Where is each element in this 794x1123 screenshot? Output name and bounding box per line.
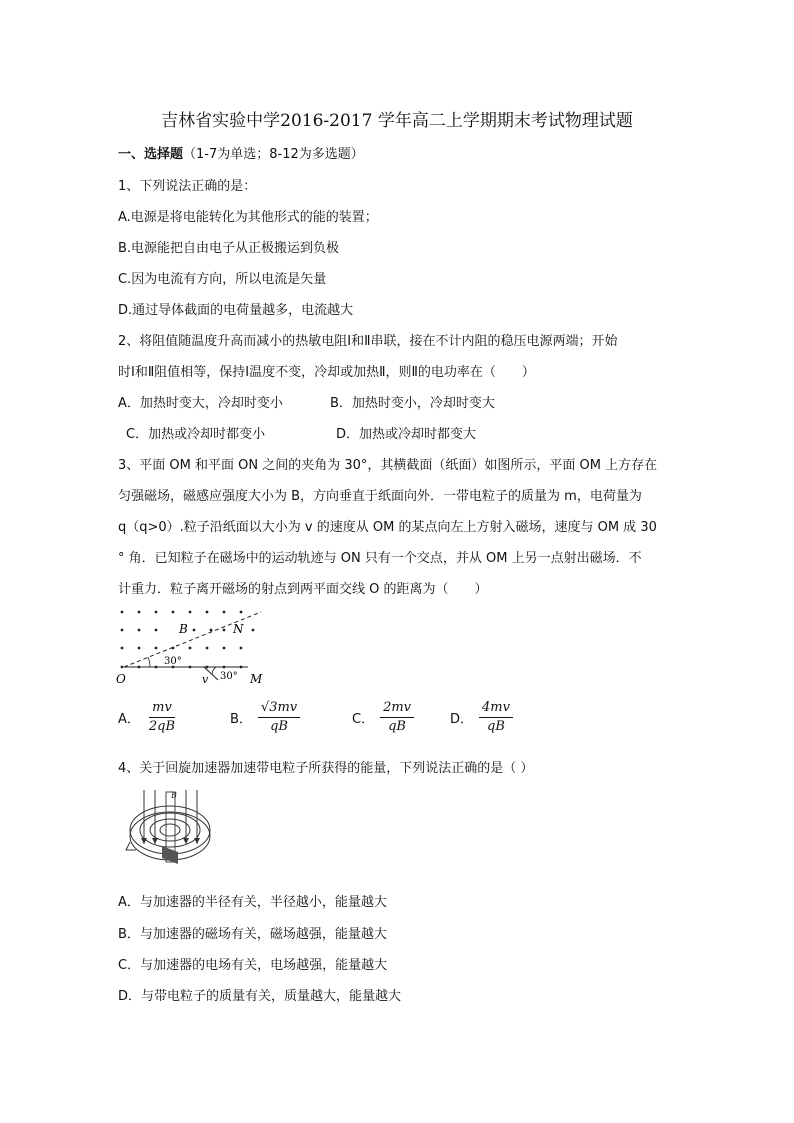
q2-option-a: A．加热时变大，冷却时变小: [118, 396, 283, 411]
q3-option-d-denominator: qB: [487, 719, 505, 734]
q2-stem-line2: 时Ⅰ和Ⅱ阻值相等，保持Ⅰ温度不变，冷却或加热Ⅱ，则Ⅱ的电功率在（ ）: [118, 365, 535, 380]
q4-option-c: C．与加速器的电场有关，电场越强，能量越大: [118, 958, 388, 973]
q1-option-d: D.通过导体截面的电荷量越多，电流越大: [118, 303, 354, 318]
q3-option-b-letter: B．: [230, 712, 252, 727]
q4-option-b: B．与加速器的磁场有关，磁场越强，能量越大: [118, 927, 387, 942]
section-note: （1-7为单选；8-12为多选题）: [183, 147, 364, 162]
label-b-field: B: [171, 791, 177, 800]
q3-stem-line4: ° 角．已知粒子在磁场中的运动轨迹与 ON 只有一个交点，并从 OM 上另一点射出磁场．不: [118, 551, 642, 566]
angle-arc-v: [212, 667, 216, 674]
q1-option-c: C.因为电流有方向，所以电流是矢量: [118, 272, 327, 287]
q3-option-b-fraction: [258, 700, 300, 735]
label-n: N: [233, 622, 244, 636]
q3-option-c: [352, 700, 414, 735]
field-arrow-1: [141, 838, 147, 844]
angle-label-v: 30°: [220, 671, 238, 682]
q3-stem-line1: 3、平面 OM 和平面 ON 之间的夹角为 30°，其横截面（纸面）如图所示，平面 OM 上方存在: [118, 458, 658, 473]
q4-stem: 4、关于回旋加速器加速带电粒子所获得的能量，下列说法正确的是（ ）: [118, 761, 534, 776]
q1-stem: 1、下列说法正确的是：: [118, 179, 257, 194]
q3-option-b-numerator: √3mv: [258, 700, 300, 718]
q3-option-c-fraction: [380, 700, 414, 735]
q3-option-a-denominator: 2qB: [148, 719, 176, 734]
angle-label-o: 30°: [164, 656, 182, 667]
plane-on-line: [124, 612, 261, 667]
electrode-lead: [126, 842, 136, 850]
q3-option-d-fraction: [479, 700, 513, 735]
q4-cyclotron-figure: [122, 786, 218, 868]
q3-option-a: [118, 700, 178, 735]
q3-option-d: [450, 700, 513, 735]
q4-option-d: D．与带电粒子的质量有关，质量越大，能量越大: [118, 989, 402, 1004]
q4-option-a: A．与加速器的半径有关，半径越小，能量越大: [118, 895, 387, 910]
field-arrow-2: [152, 838, 158, 844]
q3-magnetic-field-figure: [116, 604, 266, 686]
label-m: M: [250, 672, 263, 686]
q3-option-b-denominator: qB: [270, 719, 288, 734]
q3-option-c-numerator: 2mv: [380, 700, 414, 718]
q3-option-a-letter: A．: [118, 712, 140, 727]
cyclotron-base: [162, 846, 178, 864]
q2-stem-line1: 2、将阻值随温度升高而减小的热敏电阻Ⅰ和Ⅱ串联，接在不计内阻的稳压电源两端；开始: [118, 334, 618, 349]
field-dots: [121, 611, 255, 669]
q3-stem-line3: q（q>0）.粒子沿纸面以大小为 v 的速度从 OM 的某点向左上方射入磁场，速度与 OM 成 30: [118, 520, 657, 535]
q1-option-b: B.电源能把自由电子从正极搬运到负极: [118, 241, 340, 256]
page-title: 吉林省实验中学2016-2017 学年高二上学期期末考试物理试题: [161, 111, 633, 131]
q1-option-a: A.电源是将电能转化为其他形式的能的装置；: [118, 210, 378, 225]
section-heading: [118, 146, 364, 164]
cyclotron-spiral-mid: [150, 819, 190, 841]
cyclotron-spiral-outer: [140, 813, 200, 847]
q3-option-b: [230, 700, 300, 735]
q2-option-d: D．加热或冷却时都变大: [336, 427, 477, 442]
label-b: B: [179, 622, 188, 636]
label-o: O: [116, 672, 126, 686]
q3-option-d-letter: D．: [450, 712, 474, 727]
section-heading-text: 一、选择题: [118, 147, 184, 162]
angle-arc-o: [148, 657, 150, 667]
q3-stem-line2: 匀强磁场，磁感应强度大小为 B，方向垂直于纸面向外．一带电粒子的质量为 m，电荷量为: [118, 489, 642, 504]
q3-stem-line5: 计重力．粒子离开磁场的射点到两平面交线 O 的距离为（ ）: [118, 582, 488, 597]
q2-option-b: B．加热时变小，冷却时变大: [330, 396, 495, 411]
q3-option-a-fraction: [146, 700, 178, 735]
field-arrow-4: [194, 838, 200, 844]
q3-option-c-denominator: qB: [388, 719, 406, 734]
q3-option-a-numerator: mv: [149, 700, 175, 718]
q3-option-c-letter: C．: [352, 712, 375, 727]
label-v: v: [202, 673, 209, 686]
cyclotron-spiral-inner: [160, 824, 180, 836]
q2-option-c: C．加热或冷却时都变小: [126, 427, 266, 442]
q3-option-d-numerator: 4mv: [479, 700, 513, 718]
